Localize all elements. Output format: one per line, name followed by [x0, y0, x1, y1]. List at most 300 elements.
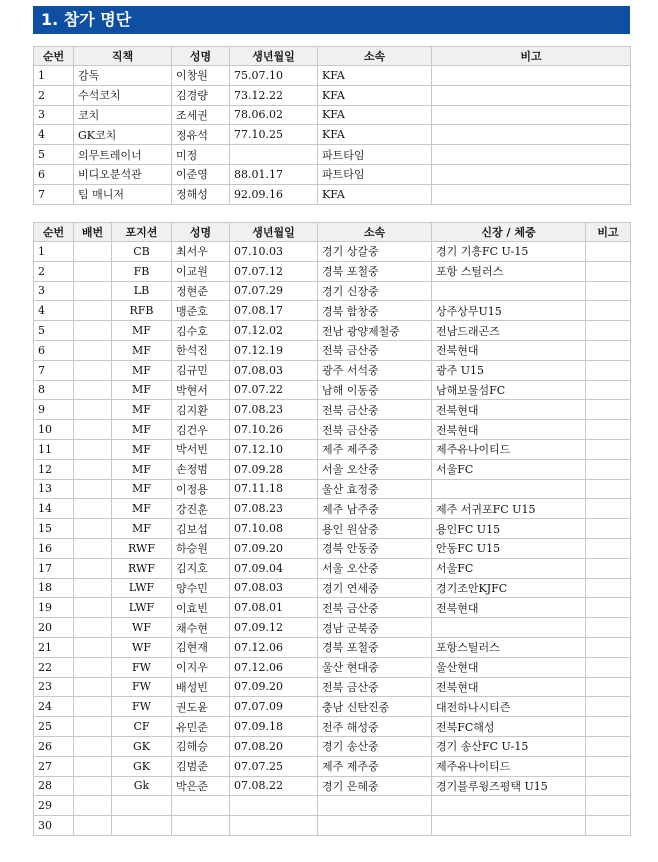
cell-school: 경기 은혜중: [318, 776, 432, 796]
cell-birth: 07.09.20: [230, 677, 318, 697]
cell-school: 제주 남주중: [318, 499, 432, 519]
cell-birth: 07.07.09: [230, 697, 318, 717]
cell-note: [586, 618, 631, 638]
staff-row: [34, 145, 631, 165]
cell-note: [586, 301, 631, 321]
cell-no: 7: [34, 184, 74, 204]
cell-note: [586, 439, 631, 459]
cell-school: 충남 신탄진중: [318, 697, 432, 717]
cell-name: 권도윤: [172, 697, 230, 717]
cell-number: [74, 756, 112, 776]
cell-position: WF: [112, 637, 172, 657]
player-row: [34, 558, 631, 578]
player-row: [34, 499, 631, 519]
player-row: [34, 796, 631, 816]
cell-club: 전북현대: [432, 598, 586, 618]
cell-number: [74, 677, 112, 697]
player-row: [34, 360, 631, 380]
cell-position: MF: [112, 340, 172, 360]
cell-birth: [230, 145, 318, 165]
cell-name: 이준영: [172, 164, 230, 184]
cell-school: [318, 796, 432, 816]
cell-school: 용인 원삼중: [318, 519, 432, 539]
player-row: [34, 736, 631, 756]
cell-org: KFA: [318, 105, 432, 125]
cell-note: [432, 184, 631, 204]
cell-no: 9: [34, 400, 74, 420]
cell-number: [74, 499, 112, 519]
cell-no: 6: [34, 340, 74, 360]
cell-birth: 07.10.26: [230, 420, 318, 440]
cell-no: 21: [34, 637, 74, 657]
player-row: [34, 400, 631, 420]
cell-birth: 07.08.03: [230, 578, 318, 598]
cell-name: 김경량: [172, 85, 230, 105]
cell-birth: 07.08.23: [230, 499, 318, 519]
cell-birth: 07.09.18: [230, 717, 318, 737]
cell-note: [586, 281, 631, 301]
cell-number: [74, 578, 112, 598]
cell-name: 미정: [172, 145, 230, 165]
cell-school: 울산 현대중: [318, 657, 432, 677]
cell-name: 김보섭: [172, 519, 230, 539]
cell-role: 코치: [74, 105, 172, 125]
cell-position: MF: [112, 400, 172, 420]
cell-name: 김건우: [172, 420, 230, 440]
cell-birth: 07.07.12: [230, 261, 318, 281]
cell-number: [74, 360, 112, 380]
player-row: [34, 321, 631, 341]
cell-club: 제주유나이티드: [432, 439, 586, 459]
cell-birth: 07.12.06: [230, 657, 318, 677]
cell-org: 파트타임: [318, 145, 432, 165]
cell-position: CB: [112, 242, 172, 262]
cell-club: [432, 479, 586, 499]
cell-note: [586, 598, 631, 618]
cell-position: MF: [112, 321, 172, 341]
cell-note: [586, 479, 631, 499]
cell-number: [74, 697, 112, 717]
cell-school: 전북 금산중: [318, 598, 432, 618]
cell-no: 2: [34, 85, 74, 105]
cell-school: 제주 제주중: [318, 756, 432, 776]
player-row: [34, 439, 631, 459]
cell-note: [586, 677, 631, 697]
cell-club: 전북현대: [432, 420, 586, 440]
cell-no: 1: [34, 66, 74, 86]
cell-club: 경기블루윙즈평택 U15: [432, 776, 586, 796]
cell-no: 4: [34, 301, 74, 321]
cell-position: RFB: [112, 301, 172, 321]
cell-no: 10: [34, 420, 74, 440]
cell-number: [74, 439, 112, 459]
cell-club: 전북현대: [432, 340, 586, 360]
cell-note: [432, 66, 631, 86]
cell-club: 경기 송산FC U-15: [432, 736, 586, 756]
section-title: 1. 참가 명단: [33, 6, 630, 34]
cell-number: [74, 717, 112, 737]
cell-school: 경북 함창중: [318, 301, 432, 321]
cell-club: 광주 U15: [432, 360, 586, 380]
cell-name: 김해승: [172, 736, 230, 756]
cell-no: 11: [34, 439, 74, 459]
cell-number: [74, 340, 112, 360]
cell-no: 16: [34, 538, 74, 558]
cell-birth: 07.11.18: [230, 479, 318, 499]
cell-number: [74, 301, 112, 321]
cell-position: GK: [112, 756, 172, 776]
cell-birth: 07.12.02: [230, 321, 318, 341]
cell-birth: 07.12.06: [230, 637, 318, 657]
cell-name: [172, 816, 230, 836]
cell-no: 5: [34, 145, 74, 165]
header-birth: 생년월일: [230, 47, 318, 66]
player-row: [34, 776, 631, 796]
cell-name: 박현서: [172, 380, 230, 400]
cell-school: 전북 금산중: [318, 420, 432, 440]
staff-table: [33, 46, 631, 205]
cell-name: 정해성: [172, 184, 230, 204]
cell-name: 최서우: [172, 242, 230, 262]
cell-note: [586, 816, 631, 836]
cell-org: 파트타임: [318, 164, 432, 184]
cell-club: 상주상무U15: [432, 301, 586, 321]
header-no: 순번: [34, 223, 74, 242]
cell-number: [74, 657, 112, 677]
cell-club: 전북현대: [432, 677, 586, 697]
cell-number: [74, 519, 112, 539]
cell-name: 양수민: [172, 578, 230, 598]
player-row: [34, 519, 631, 539]
cell-note: [586, 261, 631, 281]
player-row: [34, 261, 631, 281]
cell-birth: 77.10.25: [230, 125, 318, 145]
header-role: 직책: [74, 47, 172, 66]
cell-school: [318, 816, 432, 836]
cell-number: [74, 618, 112, 638]
cell-note: [586, 321, 631, 341]
player-row: [34, 677, 631, 697]
cell-number: [74, 400, 112, 420]
cell-birth: 07.10.03: [230, 242, 318, 262]
cell-school: 남해 이동중: [318, 380, 432, 400]
cell-club: 안동FC U15: [432, 538, 586, 558]
cell-school: 전남 광양제철중: [318, 321, 432, 341]
cell-org: KFA: [318, 125, 432, 145]
cell-birth: 73.12.22: [230, 85, 318, 105]
cell-number: [74, 380, 112, 400]
cell-note: [586, 776, 631, 796]
cell-no: 3: [34, 105, 74, 125]
player-row: [34, 618, 631, 638]
cell-org: KFA: [318, 85, 432, 105]
cell-no: 15: [34, 519, 74, 539]
cell-note: [432, 145, 631, 165]
player-row: [34, 697, 631, 717]
cell-school: 경북 포철중: [318, 637, 432, 657]
header-position: 포지션: [112, 223, 172, 242]
cell-no: 23: [34, 677, 74, 697]
cell-no: 18: [34, 578, 74, 598]
cell-name: 하승원: [172, 538, 230, 558]
cell-note: [586, 637, 631, 657]
cell-role: 감독: [74, 66, 172, 86]
cell-number: [74, 776, 112, 796]
cell-role: 비디오분석관: [74, 164, 172, 184]
player-row: [34, 479, 631, 499]
cell-no: 5: [34, 321, 74, 341]
cell-club: 경기 기흥FC U-15: [432, 242, 586, 262]
player-row: [34, 756, 631, 776]
cell-birth: 07.08.17: [230, 301, 318, 321]
cell-name: 손정범: [172, 459, 230, 479]
cell-school: 광주 서석중: [318, 360, 432, 380]
cell-note: [586, 400, 631, 420]
cell-number: [74, 736, 112, 756]
cell-name: 강진훈: [172, 499, 230, 519]
cell-no: 24: [34, 697, 74, 717]
cell-school: 전주 해성중: [318, 717, 432, 737]
cell-no: 17: [34, 558, 74, 578]
cell-role: GK코치: [74, 125, 172, 145]
cell-school: 경기 신장중: [318, 281, 432, 301]
cell-note: [586, 736, 631, 756]
cell-name: 한석진: [172, 340, 230, 360]
cell-number: [74, 796, 112, 816]
cell-no: 22: [34, 657, 74, 677]
cell-club: 울산현대: [432, 657, 586, 677]
cell-number: [74, 598, 112, 618]
cell-position: RWF: [112, 558, 172, 578]
cell-club: [432, 816, 586, 836]
cell-number: [74, 281, 112, 301]
cell-club: 서울FC: [432, 558, 586, 578]
player-header-row: [34, 223, 631, 242]
header-no: 순번: [34, 47, 74, 66]
cell-club: 전북FC해성: [432, 717, 586, 737]
cell-birth: 92.09.16: [230, 184, 318, 204]
cell-club: 대전하나시티즌: [432, 697, 586, 717]
cell-birth: 07.08.01: [230, 598, 318, 618]
player-table: [33, 222, 631, 836]
player-row: [34, 420, 631, 440]
cell-name: 이창원: [172, 66, 230, 86]
cell-birth: 07.08.23: [230, 400, 318, 420]
player-row: [34, 459, 631, 479]
cell-position: FW: [112, 697, 172, 717]
cell-position: [112, 816, 172, 836]
player-row: [34, 657, 631, 677]
cell-birth: 07.08.03: [230, 360, 318, 380]
player-row: [34, 598, 631, 618]
header-school: 소속: [318, 223, 432, 242]
cell-position: LB: [112, 281, 172, 301]
cell-role: 수석코치: [74, 85, 172, 105]
header-name: 성명: [172, 47, 230, 66]
cell-school: 경기 상갈중: [318, 242, 432, 262]
cell-no: 13: [34, 479, 74, 499]
cell-position: LWF: [112, 598, 172, 618]
cell-note: [586, 499, 631, 519]
header-org: 소속: [318, 47, 432, 66]
cell-name: 배성빈: [172, 677, 230, 697]
cell-school: 경기 송산중: [318, 736, 432, 756]
cell-position: FB: [112, 261, 172, 281]
cell-name: 정현준: [172, 281, 230, 301]
cell-position: MF: [112, 439, 172, 459]
cell-name: 채수현: [172, 618, 230, 638]
cell-no: 2: [34, 261, 74, 281]
player-row: [34, 242, 631, 262]
cell-name: 김지환: [172, 400, 230, 420]
cell-birth: 07.07.25: [230, 756, 318, 776]
cell-name: 박은준: [172, 776, 230, 796]
cell-role: 팀 매니저: [74, 184, 172, 204]
cell-number: [74, 816, 112, 836]
cell-birth: 07.12.19: [230, 340, 318, 360]
cell-school: 전북 금산중: [318, 400, 432, 420]
cell-role: 의무트레이너: [74, 145, 172, 165]
header-number: 배번: [74, 223, 112, 242]
cell-note: [432, 164, 631, 184]
cell-org: KFA: [318, 66, 432, 86]
header-note: 비고: [586, 223, 631, 242]
header-note: 비고: [432, 47, 631, 66]
staff-row: [34, 105, 631, 125]
cell-birth: 07.09.04: [230, 558, 318, 578]
cell-no: 20: [34, 618, 74, 638]
cell-name: 김범준: [172, 756, 230, 776]
cell-birth: 07.07.22: [230, 380, 318, 400]
cell-note: [586, 717, 631, 737]
cell-birth: 07.09.12: [230, 618, 318, 638]
cell-position: MF: [112, 479, 172, 499]
cell-school: 전북 금산중: [318, 340, 432, 360]
cell-birth: 88.01.17: [230, 164, 318, 184]
cell-name: [172, 796, 230, 816]
cell-no: 28: [34, 776, 74, 796]
cell-name: 박서빈: [172, 439, 230, 459]
cell-position: GK: [112, 736, 172, 756]
cell-no: 8: [34, 380, 74, 400]
cell-position: FW: [112, 657, 172, 677]
cell-no: 30: [34, 816, 74, 836]
cell-club: 제주 서귀포FC U15: [432, 499, 586, 519]
cell-note: [586, 796, 631, 816]
cell-birth: 07.08.20: [230, 736, 318, 756]
cell-no: 4: [34, 125, 74, 145]
cell-school: 경기 연세중: [318, 578, 432, 598]
cell-note: [586, 360, 631, 380]
cell-no: 7: [34, 360, 74, 380]
cell-position: LWF: [112, 578, 172, 598]
cell-no: 27: [34, 756, 74, 776]
cell-birth: 07.10.08: [230, 519, 318, 539]
cell-school: 경북 포철중: [318, 261, 432, 281]
cell-number: [74, 637, 112, 657]
cell-note: [586, 657, 631, 677]
staff-row: [34, 125, 631, 145]
cell-club: [432, 796, 586, 816]
staff-row: [34, 85, 631, 105]
cell-name: 김규민: [172, 360, 230, 380]
cell-position: MF: [112, 499, 172, 519]
cell-number: [74, 420, 112, 440]
cell-note: [586, 380, 631, 400]
player-row: [34, 717, 631, 737]
cell-position: CF: [112, 717, 172, 737]
cell-birth: [230, 816, 318, 836]
cell-birth: 78.06.02: [230, 105, 318, 125]
cell-name: 이교원: [172, 261, 230, 281]
cell-name: 유민준: [172, 717, 230, 737]
player-row: [34, 340, 631, 360]
cell-no: 12: [34, 459, 74, 479]
player-row: [34, 816, 631, 836]
cell-name: 김수호: [172, 321, 230, 341]
cell-no: 6: [34, 164, 74, 184]
player-row: [34, 578, 631, 598]
cell-position: RWF: [112, 538, 172, 558]
cell-note: [432, 105, 631, 125]
cell-note: [586, 558, 631, 578]
cell-school: 경남 군북중: [318, 618, 432, 638]
cell-name: 김지호: [172, 558, 230, 578]
cell-position: WF: [112, 618, 172, 638]
cell-club: [432, 618, 586, 638]
cell-number: [74, 558, 112, 578]
cell-note: [586, 578, 631, 598]
staff-row: [34, 164, 631, 184]
staff-row: [34, 66, 631, 86]
cell-birth: 07.09.20: [230, 538, 318, 558]
cell-position: MF: [112, 360, 172, 380]
cell-number: [74, 321, 112, 341]
cell-club: 전남드래곤즈: [432, 321, 586, 341]
cell-note: [586, 340, 631, 360]
player-row: [34, 301, 631, 321]
cell-name: 맹준호: [172, 301, 230, 321]
cell-birth: 07.12.10: [230, 439, 318, 459]
cell-birth: 75.07.10: [230, 66, 318, 86]
cell-club: 서울FC: [432, 459, 586, 479]
cell-number: [74, 538, 112, 558]
cell-no: 29: [34, 796, 74, 816]
cell-no: 26: [34, 736, 74, 756]
cell-number: [74, 459, 112, 479]
cell-note: [586, 519, 631, 539]
cell-no: 1: [34, 242, 74, 262]
cell-school: 서울 오산중: [318, 558, 432, 578]
cell-no: 14: [34, 499, 74, 519]
cell-note: [432, 125, 631, 145]
cell-school: 경북 안동중: [318, 538, 432, 558]
cell-birth: 07.09.28: [230, 459, 318, 479]
cell-position: [112, 796, 172, 816]
cell-note: [586, 242, 631, 262]
cell-position: MF: [112, 519, 172, 539]
cell-name: 이정용: [172, 479, 230, 499]
cell-position: MF: [112, 420, 172, 440]
cell-club: 용인FC U15: [432, 519, 586, 539]
cell-number: [74, 261, 112, 281]
cell-birth: [230, 796, 318, 816]
cell-club: 남해보물섬FC: [432, 380, 586, 400]
cell-club: 포항스틸러스: [432, 637, 586, 657]
player-row: [34, 281, 631, 301]
cell-name: 김현재: [172, 637, 230, 657]
cell-note: [432, 85, 631, 105]
